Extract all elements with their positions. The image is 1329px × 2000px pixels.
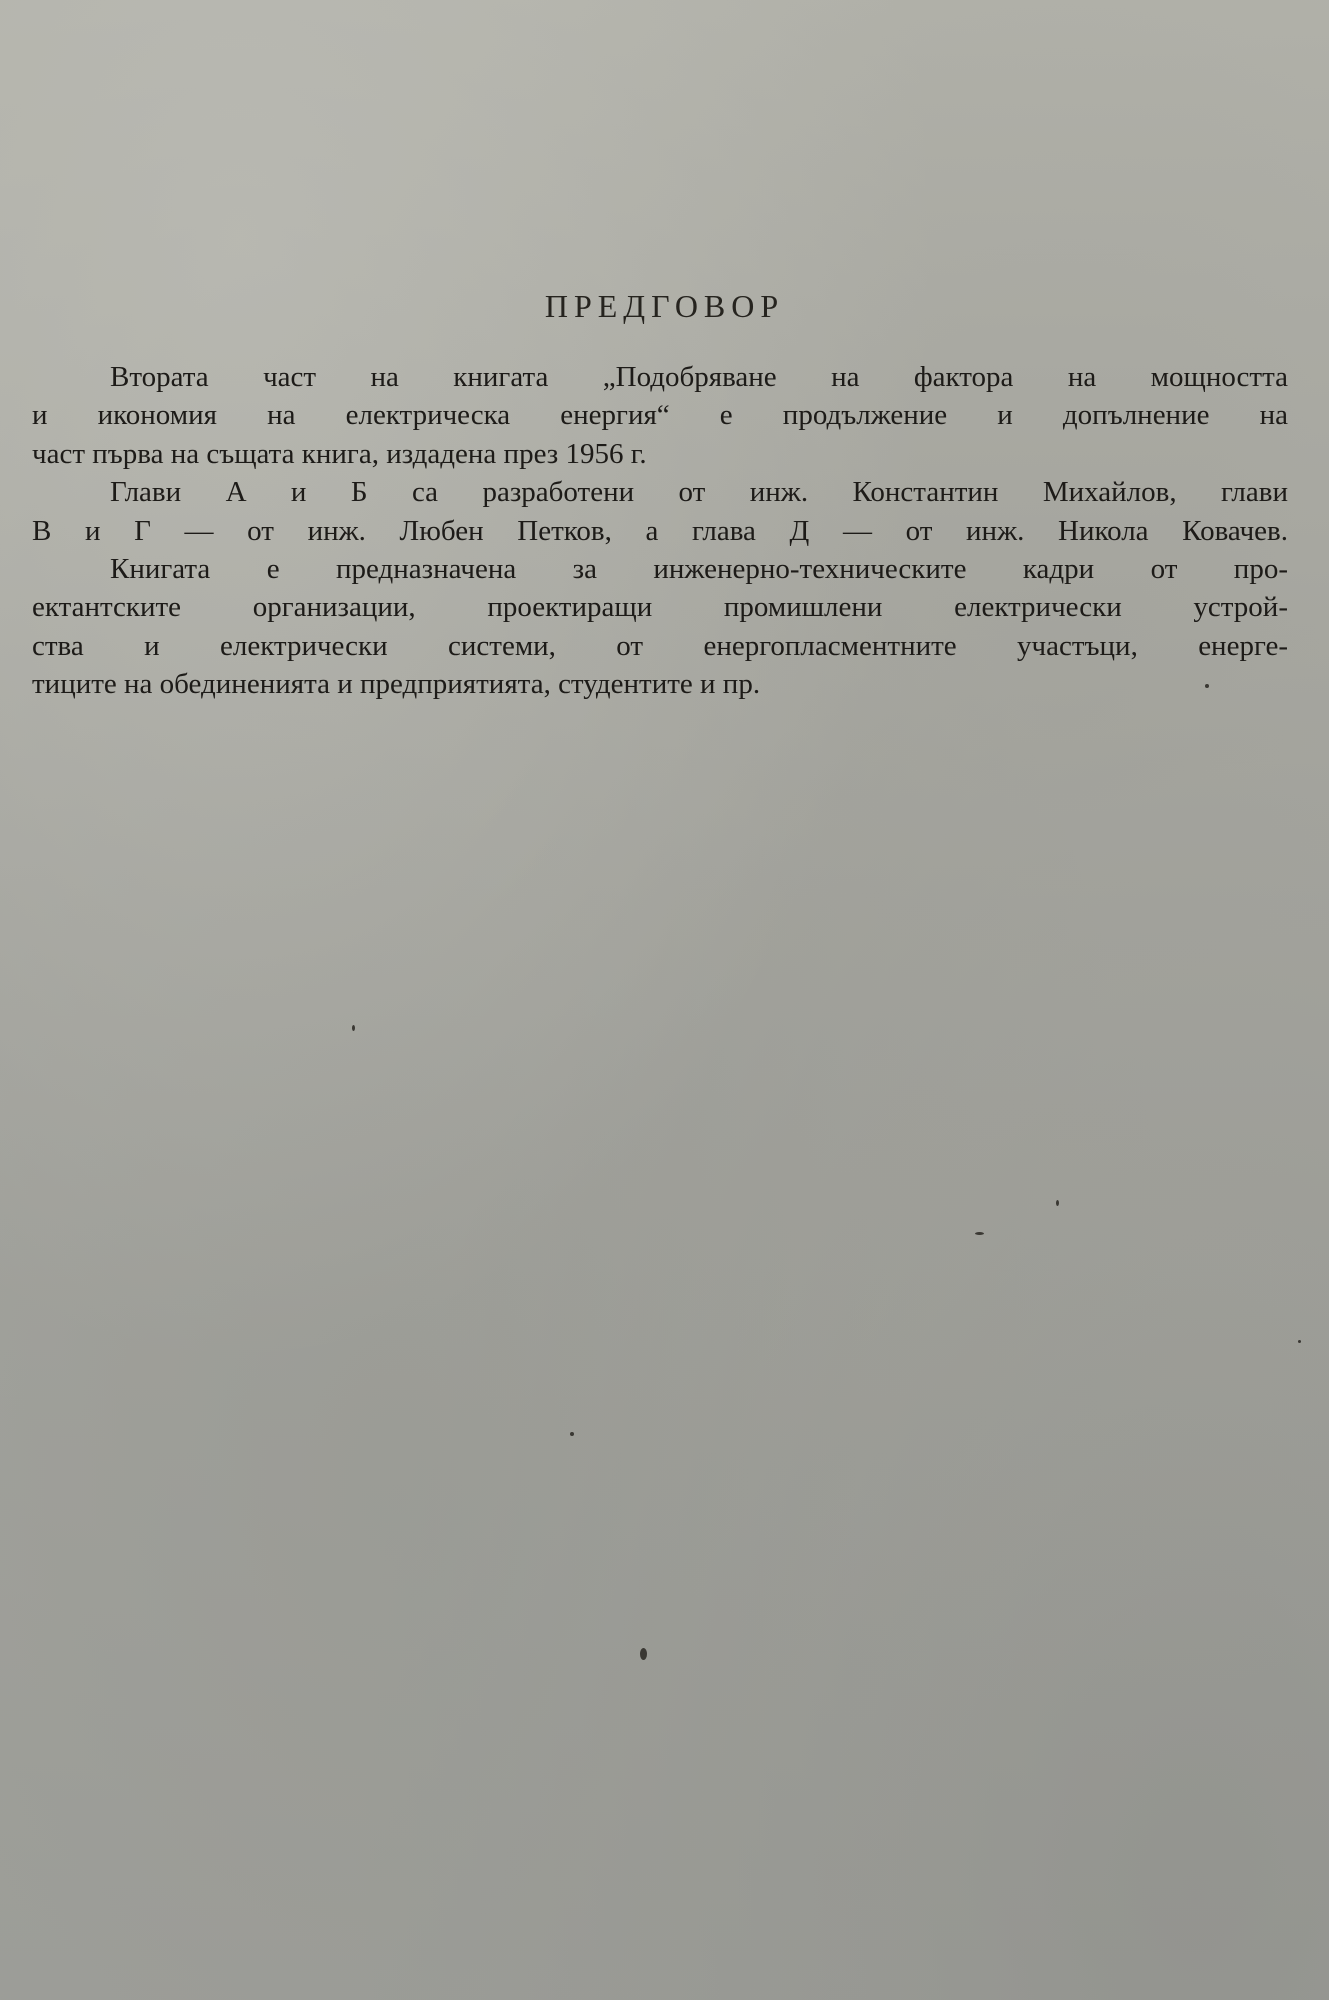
paper-speck <box>1056 1200 1059 1206</box>
text-line: ектантските организации, проектиращи промишлени електрически устрой- <box>32 591 1288 624</box>
paper-speck <box>1298 1340 1301 1343</box>
text-line: Книгата е предназначена за инженерно-техническите кадри от про- <box>110 553 1288 586</box>
paper-speck <box>640 1648 647 1660</box>
paragraph-2 <box>32 473 1288 550</box>
paper-speck <box>352 1025 355 1031</box>
text-line: част първа на същата книга, издадена през 1956 г. <box>32 437 647 470</box>
text-line: и икономия на електрическа енергия“ е продължение и допълнение на <box>32 399 1288 432</box>
preface-body <box>32 358 1288 704</box>
text-line: В и Г — от инж. Любен Петков, а глава Д — от инж. Никола Ковачев. <box>32 514 1288 547</box>
paragraph-3 <box>32 550 1288 704</box>
paper-speck <box>1205 684 1209 688</box>
text-line: Глави А и Б са разработени от инж. Константин Михайлов, глави <box>110 476 1288 509</box>
text-line: тиците на обединенията и предприятията, студентите и пр. <box>32 668 761 701</box>
paragraph-1 <box>32 358 1288 473</box>
text-line: ства и електрически системи, от енергопласментните участъци, енерге- <box>32 629 1288 662</box>
paper-speck <box>975 1232 984 1235</box>
paper-speck <box>570 1432 574 1436</box>
page-title: ПРЕДГОВОР <box>544 288 785 324</box>
text-line: Втората част на книгата „Подобряване на фактора на мощността <box>110 361 1288 393</box>
